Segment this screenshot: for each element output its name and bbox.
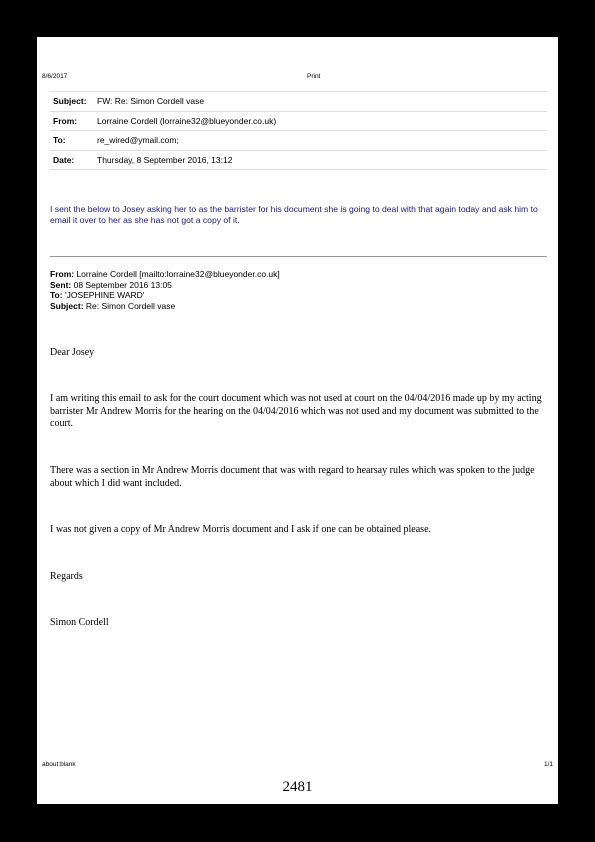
date-value: Thursday, 8 September 2016, 13:12	[94, 150, 547, 170]
fwd-to-value: 'JOSEPHINE WARD'	[62, 290, 145, 300]
forwarded-header	[50, 269, 280, 311]
print-title: Print	[307, 73, 321, 80]
paragraph-2: There was a section in Mr Andrew Morris document that was with regard to hearsay rules which was spoken to the judge about which I did want included.	[50, 465, 535, 489]
fwd-from-label: From:	[50, 269, 75, 279]
to-label: To:	[50, 131, 94, 151]
header-row-to	[50, 131, 547, 151]
paragraph-1: I am writing this email to ask for the court document which was not used at court on the 04/04/2016 made up by my acting barrister Mr Andrew Morris for the hearing on the 04/04/2016 which was not used and my document was submitted to the court.	[50, 393, 542, 429]
intro-message: I sent the below to Josey asking her to as the barrister for his document she is going to deal with that again today and ask him to email it over to her as she has not got a copy of it.	[50, 204, 538, 225]
fwd-sent-value: 08 September 2016 13:05	[71, 279, 172, 290]
fwd-subject-label: Subject:	[50, 300, 84, 311]
date-label: Date:	[50, 150, 94, 170]
fwd-subject-value: Re: Simon Cordell vase	[83, 300, 176, 311]
page-number: 2481	[282, 779, 313, 795]
regards: Regards	[50, 571, 83, 582]
footer-page-count: 1/1	[543, 761, 553, 768]
signature: Simon Cordell	[50, 617, 109, 628]
greeting: Dear Josey	[50, 347, 95, 358]
email-header-table	[50, 91, 547, 170]
print-date: 8/6/2017	[42, 73, 68, 80]
fwd-sent-label: Sent:	[50, 279, 72, 290]
printed-page	[37, 37, 558, 804]
from-value: Lorraine Cordell (lorraine32@blueyonder.co.uk)	[94, 111, 547, 131]
footer-url: about:blank	[42, 761, 76, 768]
from-label: From:	[50, 111, 94, 131]
divider	[50, 256, 547, 257]
fwd-to-label: To:	[50, 290, 63, 300]
paragraph-3: I was not given a copy of Mr Andrew Morris document and I ask if one can be obtained please.	[50, 524, 432, 535]
header-row-subject	[50, 92, 547, 112]
header-row-from	[50, 111, 547, 131]
to-value: re_wired@ymail.com;	[94, 131, 547, 151]
header-row-date	[50, 150, 547, 170]
fwd-from-value: Lorraine Cordell [mailto:lorraine32@blueyonder.co.uk]	[74, 269, 280, 279]
subject-value: FW: Re: Simon Cordell vase	[94, 92, 547, 112]
subject-label: Subject:	[50, 92, 94, 112]
